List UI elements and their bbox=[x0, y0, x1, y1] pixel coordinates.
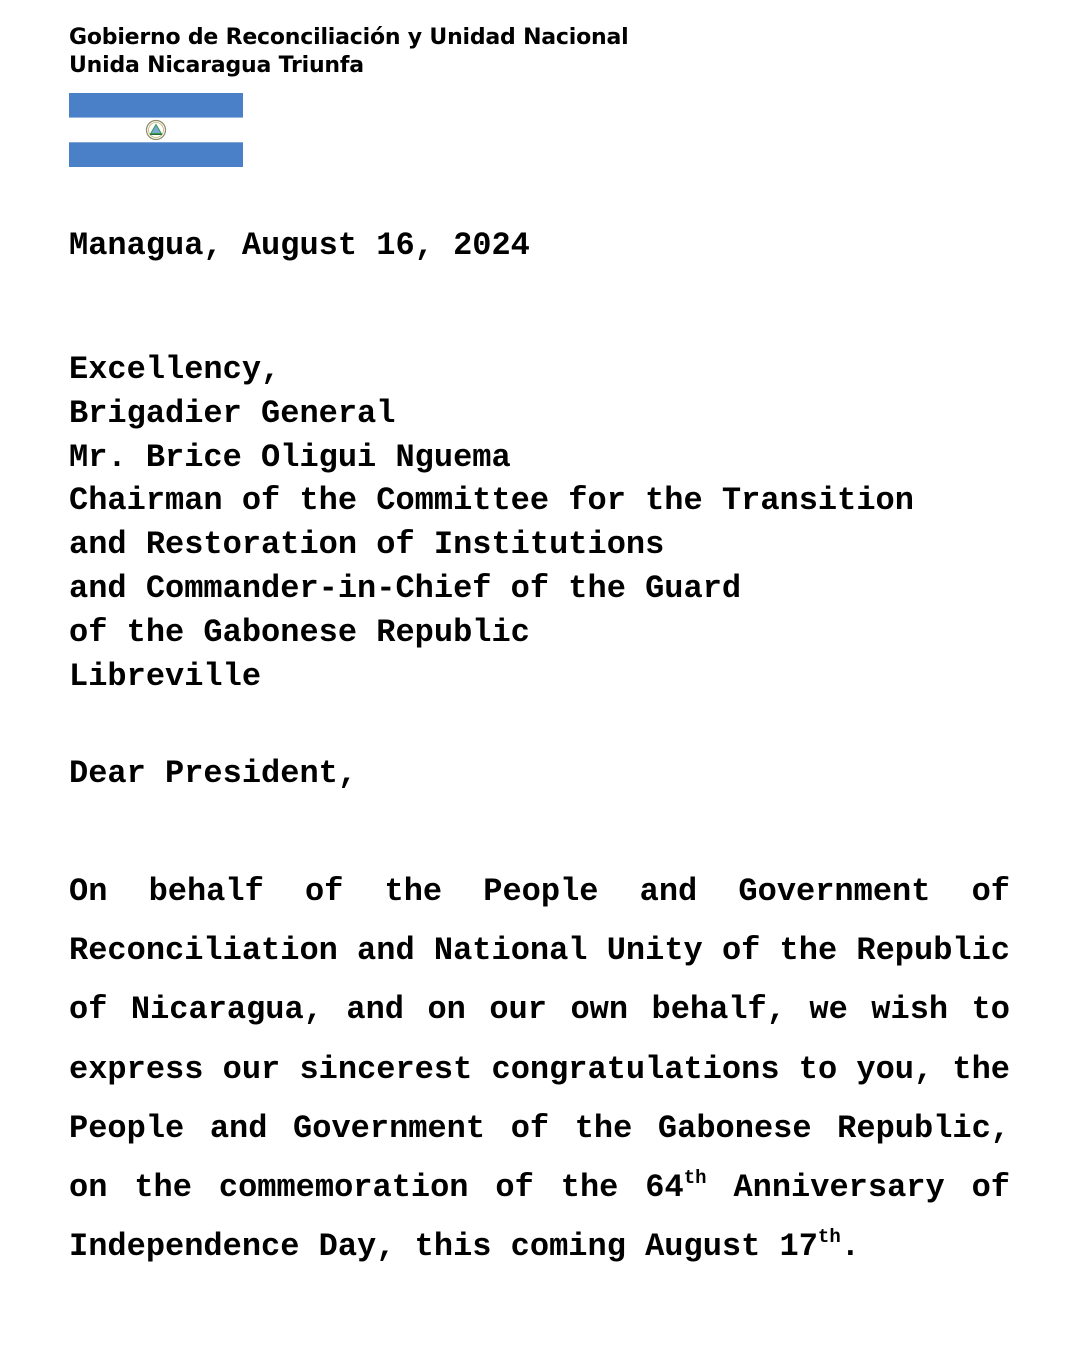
addressee-block bbox=[69, 348, 914, 698]
body-text-part-3: . bbox=[840, 1228, 860, 1266]
ordinal-suffix: th bbox=[817, 1226, 841, 1249]
addressee-line: Chairman of the Committee for the Transition bbox=[69, 482, 914, 520]
addressee-line: Excellency, bbox=[69, 351, 281, 388]
letterhead-line-1: Gobierno de Reconciliación y Unidad Nacional bbox=[69, 25, 629, 50]
flag-icon bbox=[69, 93, 243, 167]
addressee-line: and Restoration of Institutions bbox=[69, 526, 665, 564]
flag-bottom-stripe bbox=[69, 142, 243, 167]
body-text-part-1: On behalf of the People and Government of Reconciliation and National Unity of the Republic of Nicaragua, and on our own behalf, we wish to express our sincerest congratulations to you, the People and Government of the Gabonese Republic, on the commemoration of the 64 bbox=[69, 873, 1010, 1207]
salutation: Dear President, bbox=[69, 755, 358, 792]
addressee-line: Libreville bbox=[69, 657, 262, 695]
date-line: Managua, August 16, 2024 bbox=[69, 227, 530, 264]
addressee-line: of the Gabonese Republic bbox=[69, 613, 530, 651]
addressee-line: Brigadier General bbox=[69, 394, 396, 432]
addressee-line: Mr. Brice Oligui Nguema bbox=[69, 438, 511, 476]
nicaragua-flag bbox=[69, 93, 243, 167]
coat-of-arms-icon bbox=[147, 121, 166, 140]
body-text-part-2: Anniversary of Independence Day, this coming August 17 bbox=[69, 1169, 1011, 1266]
addressee-line: and Commander-in-Chief of the Guard bbox=[69, 569, 742, 607]
body-paragraph bbox=[69, 862, 1010, 1276]
letterhead-line-2: Unida Nicaragua Triunfa bbox=[69, 53, 364, 78]
ordinal-suffix: th bbox=[683, 1167, 707, 1190]
flag-top-stripe bbox=[69, 93, 243, 118]
letterhead bbox=[69, 24, 628, 80]
